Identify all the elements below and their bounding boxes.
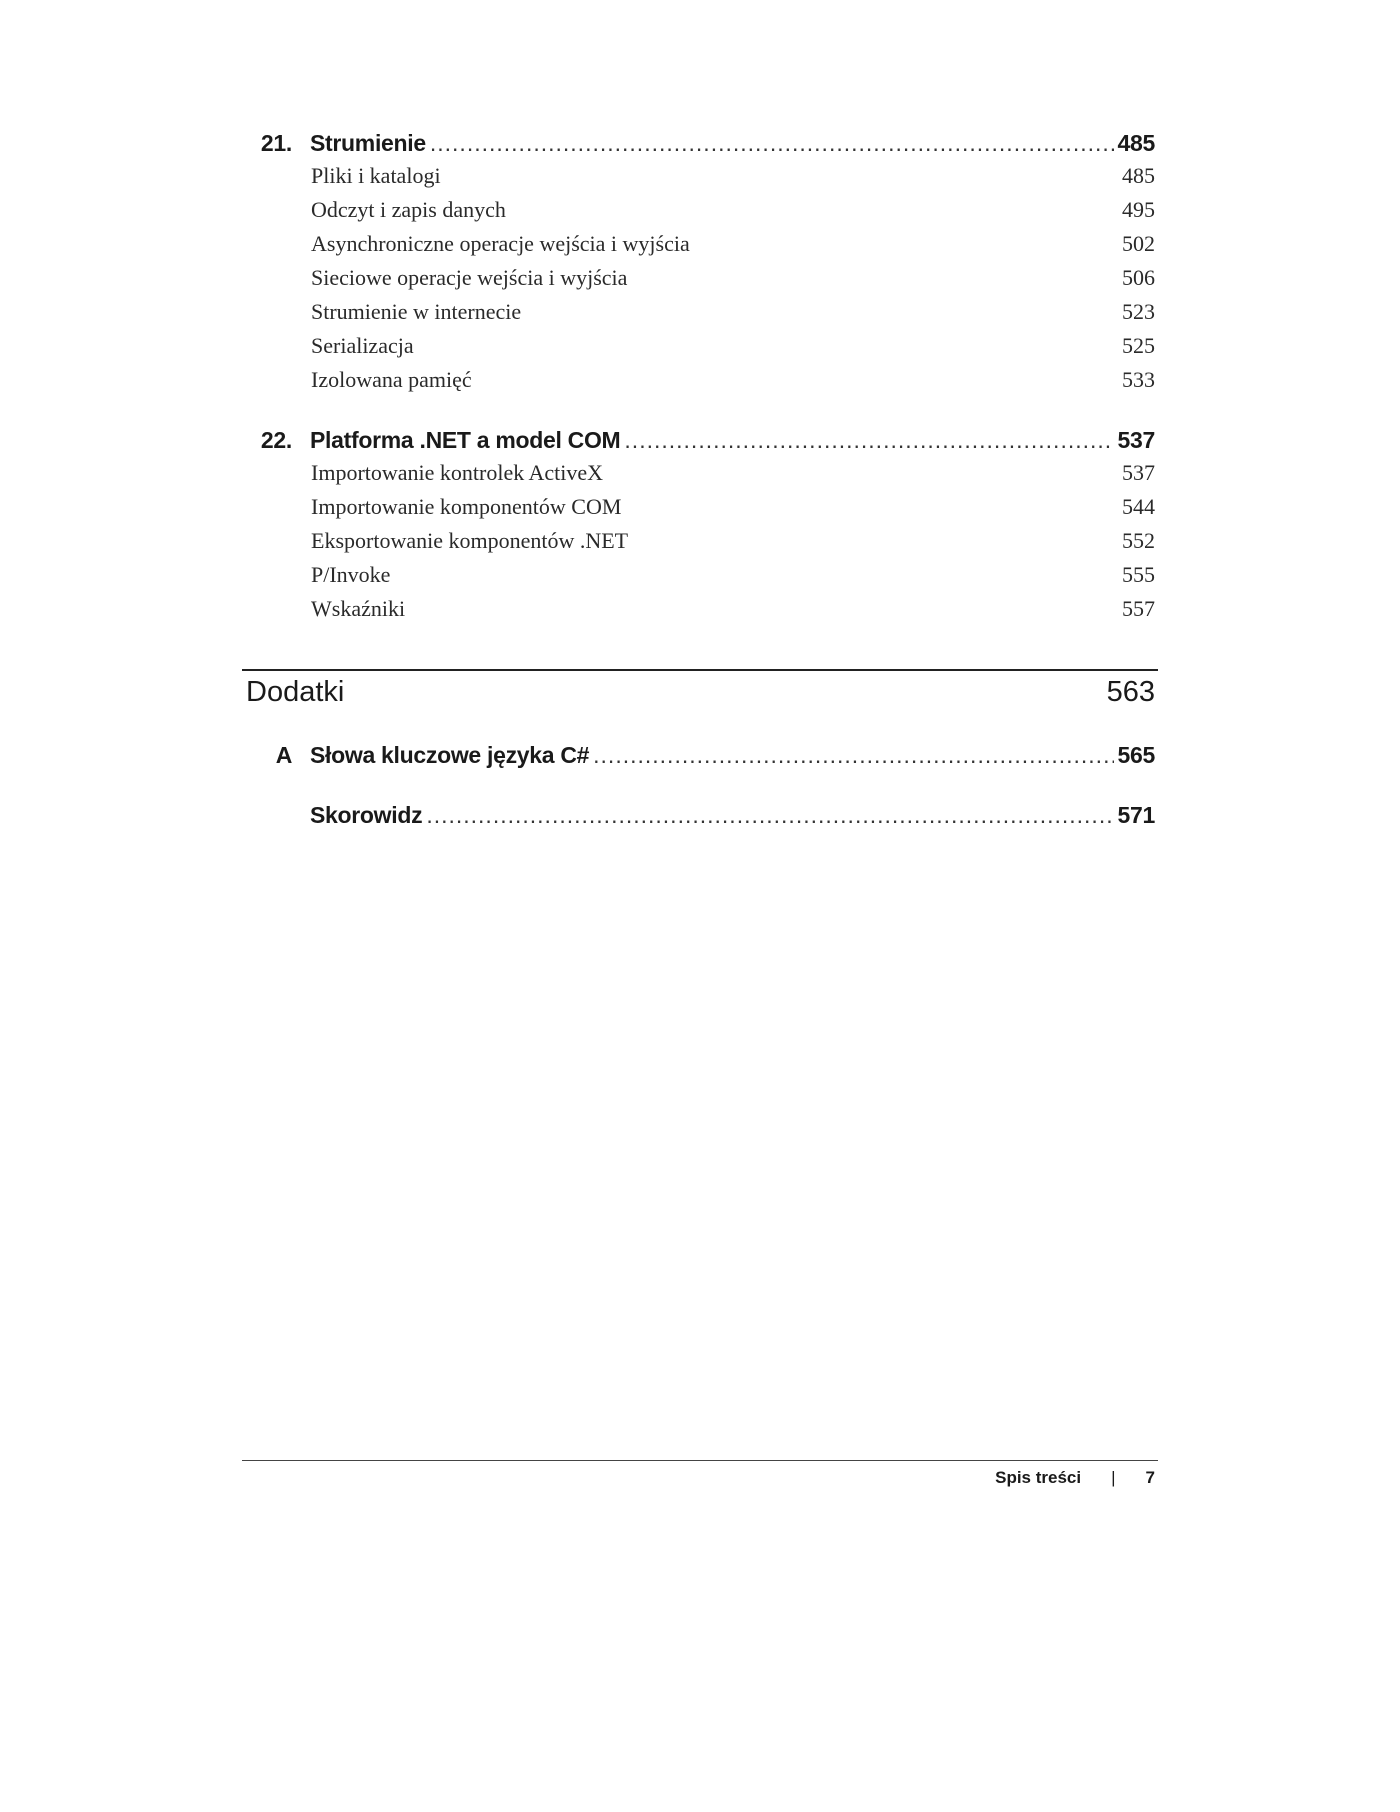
section-page-number: 502 [1122, 231, 1155, 256]
chapter-page-number: 537 [1117, 427, 1155, 453]
toc-section[interactable] [311, 562, 1155, 592]
section-page-number: 555 [1122, 562, 1155, 587]
toc-section[interactable] [311, 333, 1155, 363]
toc-part-dodatki[interactable] [246, 676, 1155, 709]
section-title: Pliki i katalogi [311, 163, 441, 188]
toc-section[interactable] [311, 528, 1155, 558]
toc-chapter-22[interactable] [250, 427, 1155, 463]
appendix-page-number: 565 [1117, 742, 1155, 768]
dot-leader [624, 427, 1113, 454]
section-page-number: 557 [1122, 596, 1155, 621]
chapter-number: 21. [260, 130, 292, 156]
chapter-number: 22. [260, 427, 292, 453]
index-title: Skorowidz [310, 802, 423, 828]
chapter-title: Platforma .NET a model COM [310, 427, 621, 453]
toc-section[interactable] [311, 596, 1155, 626]
toc-chapter-21[interactable] [250, 130, 1155, 166]
index-page-number: 571 [1117, 802, 1155, 828]
toc-section[interactable] [311, 494, 1155, 524]
section-title: Importowanie komponentów COM [311, 494, 622, 519]
section-page-number: 537 [1122, 460, 1155, 485]
page-footer [995, 1468, 1155, 1488]
section-page-number: 544 [1122, 494, 1155, 519]
footer-page-number: 7 [1145, 1468, 1155, 1487]
section-title: Eksportowanie komponentów .NET [311, 528, 629, 553]
section-page-number: 495 [1122, 197, 1155, 222]
section-page-number: 552 [1122, 528, 1155, 553]
toc-section[interactable] [311, 197, 1155, 227]
dot-leader [430, 130, 1114, 157]
appendix-letter: A [275, 742, 292, 768]
section-page-number: 485 [1122, 163, 1155, 188]
chapter-page-number: 485 [1117, 130, 1155, 156]
section-page-number: 533 [1122, 367, 1155, 392]
toc-appendix-a[interactable] [250, 742, 1155, 778]
footer-label: Spis treści [995, 1468, 1082, 1487]
section-title: Strumienie w internecie [311, 299, 522, 324]
section-page-number: 523 [1122, 299, 1155, 324]
section-title: P/Invoke [311, 562, 391, 587]
toc-section[interactable] [311, 460, 1155, 490]
toc-section[interactable] [311, 265, 1155, 295]
section-title: Importowanie kontrolek ActiveX [311, 460, 604, 485]
dot-leader [593, 742, 1113, 769]
footer-separator: | [1111, 1468, 1116, 1487]
dot-leader [426, 802, 1113, 829]
toc-section[interactable] [311, 367, 1155, 397]
section-title: Wskaźniki [311, 596, 406, 621]
toc-section[interactable] [311, 231, 1155, 261]
section-page-number: 525 [1122, 333, 1155, 358]
section-page-number: 506 [1122, 265, 1155, 290]
toc-section[interactable] [311, 299, 1155, 329]
footer-rule [242, 1460, 1158, 1461]
part-page-number: 563 [1106, 676, 1155, 708]
appendix-title: Słowa kluczowe języka C# [310, 742, 590, 768]
part-title: Dodatki [246, 676, 345, 708]
section-title: Sieciowe operacje wejścia i wyjścia [311, 265, 628, 290]
toc-section[interactable] [311, 163, 1155, 193]
section-title: Odczyt i zapis danych [311, 197, 506, 222]
section-title: Izolowana pamięć [311, 367, 472, 392]
section-title: Asynchroniczne operacje wejścia i wyjścia [311, 231, 690, 256]
chapter-title: Strumienie [310, 130, 426, 156]
part-divider-rule [242, 669, 1158, 671]
toc-index[interactable] [250, 802, 1155, 838]
section-title: Serializacja [311, 333, 414, 358]
